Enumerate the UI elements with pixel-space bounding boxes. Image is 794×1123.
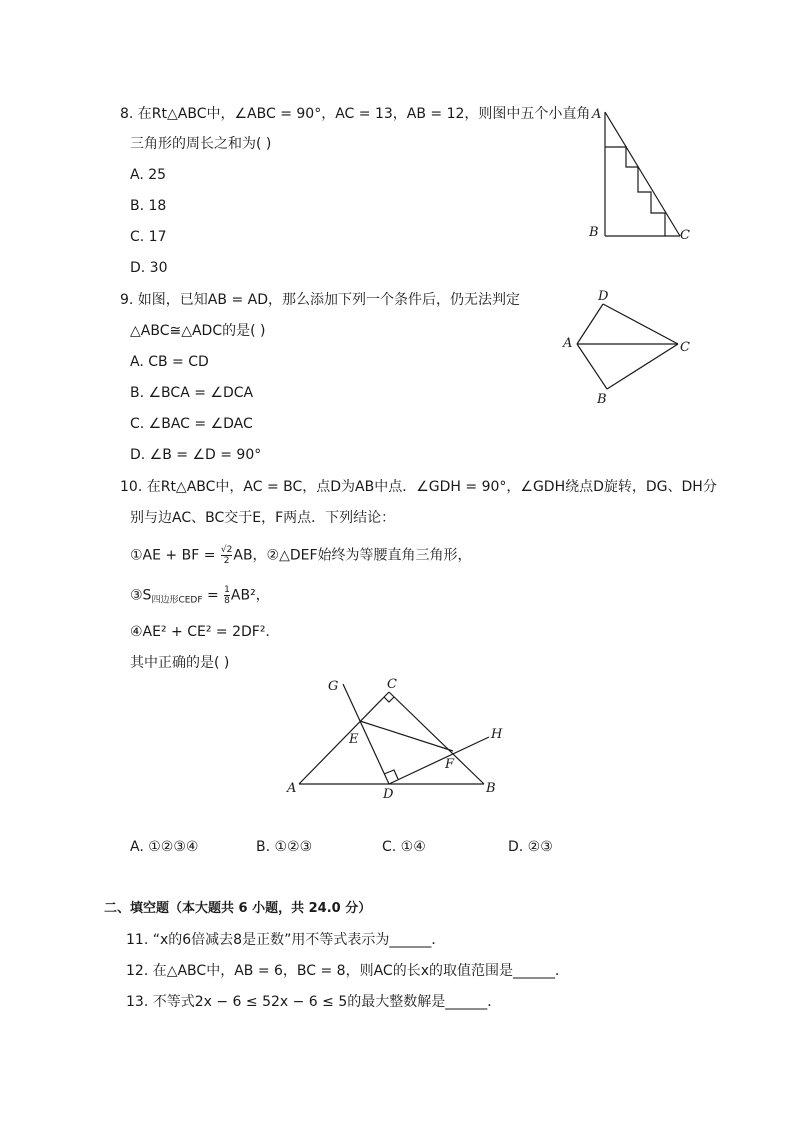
q10-label-h: H bbox=[491, 727, 503, 742]
q9-label-b: B bbox=[597, 392, 607, 407]
q10-ray-dh bbox=[389, 737, 489, 784]
q10-seg-ef bbox=[360, 721, 453, 751]
q11-text: 11. “x的6倍减去8是正数”用不等式表示为______． bbox=[126, 932, 446, 948]
q8-option-b: B. 18 bbox=[130, 198, 167, 214]
q10-stem-line1: 10. 在Rt△ABC中，AC = BC，点D为AB中点．∠GDH = 90°，∠GDH绕点D旋转，DG、DH分 bbox=[120, 479, 717, 495]
q10-conclusion-1-2: ①AE + BF = $\frac{√2}{2}$ AB，②△DEF始终为等腰直角三角形， bbox=[130, 545, 472, 566]
q10-option-d: D. ②③ bbox=[508, 839, 553, 855]
q9-label-c: C bbox=[680, 340, 690, 355]
q9-stem-line2: △ABC≅△ADC的是( ) bbox=[130, 323, 266, 339]
q10-question: 其中正确的是( ) bbox=[130, 655, 230, 671]
q9-label-a: A bbox=[563, 336, 573, 351]
q12-text: 12. 在△ABC中，AB = 6，BC = 8，则AC的长x的取值范围是______． bbox=[126, 963, 569, 979]
q13-text: 13. 不等式2x − 6 ≤ 52x − 6 ≤ 5的最大整数解是______． bbox=[126, 994, 502, 1010]
q10-conclusion-4: ④AE² + CE² = 2DF². bbox=[130, 624, 270, 640]
q10-label-f: F bbox=[445, 757, 455, 772]
q8-option-c: C. 17 bbox=[130, 229, 167, 245]
q9-stem-line1: 9. 如图，已知AB = AD，那么添加下列一个条件后，仍无法判定 bbox=[120, 292, 520, 308]
q10-label-c: C bbox=[387, 677, 397, 692]
q9-label-d: D bbox=[598, 289, 609, 304]
q8-label-a: A bbox=[592, 107, 602, 122]
q8-option-a: A. 25 bbox=[130, 167, 167, 183]
q8-stem-line2: 三角形的周长之和为( ) bbox=[130, 136, 272, 152]
q10-conclusion-3: $③S_{四边形CEDF}$ = $\frac{1}{8}$ AB²， bbox=[130, 585, 270, 606]
q10-option-b: B. ①②③ bbox=[256, 839, 313, 855]
q10-label-e: E bbox=[349, 732, 359, 747]
q8-option-d: D. 30 bbox=[130, 260, 168, 276]
q10-fraction-1-over-8: $\frac{1}{8}$ bbox=[224, 585, 230, 606]
q9-option-a: A. CB = CD bbox=[130, 354, 209, 370]
q8-label-b: B bbox=[589, 225, 599, 240]
q10-option-c: C. ①④ bbox=[382, 839, 426, 855]
q10-fraction-sqrt2-over-2: $\frac{√2}{2}$ bbox=[220, 545, 233, 566]
q9-option-b: B. ∠BCA = ∠DCA bbox=[130, 385, 254, 401]
q10-side-ac bbox=[299, 692, 389, 784]
q10-right-angle-c bbox=[384, 697, 394, 702]
section-heading: 二、填空题（本大题共 6 小题，共 24.0 分） bbox=[104, 901, 372, 916]
q10-label-d: D bbox=[383, 787, 394, 802]
q9-option-d: D. ∠B = ∠D = 90° bbox=[130, 447, 262, 463]
q10-side-cb bbox=[389, 692, 484, 784]
q10-label-b: B bbox=[486, 781, 496, 796]
q10-stem-line2: 别与边AC、BC交于E，F两点．下列结论： bbox=[130, 510, 396, 526]
q8-label-c: C bbox=[680, 228, 690, 243]
q9-option-c: C. ∠BAC = ∠DAC bbox=[130, 416, 253, 432]
q10-label-a: A bbox=[287, 781, 297, 796]
q10-option-a: A. ①②③④ bbox=[130, 839, 199, 855]
q8-stem-line1: 8. 在Rt△ABC中，∠ABC = 90°，AC = 13，AB = 12，则图中五个小直角 bbox=[120, 106, 591, 122]
q10-label-g: G bbox=[328, 679, 339, 694]
